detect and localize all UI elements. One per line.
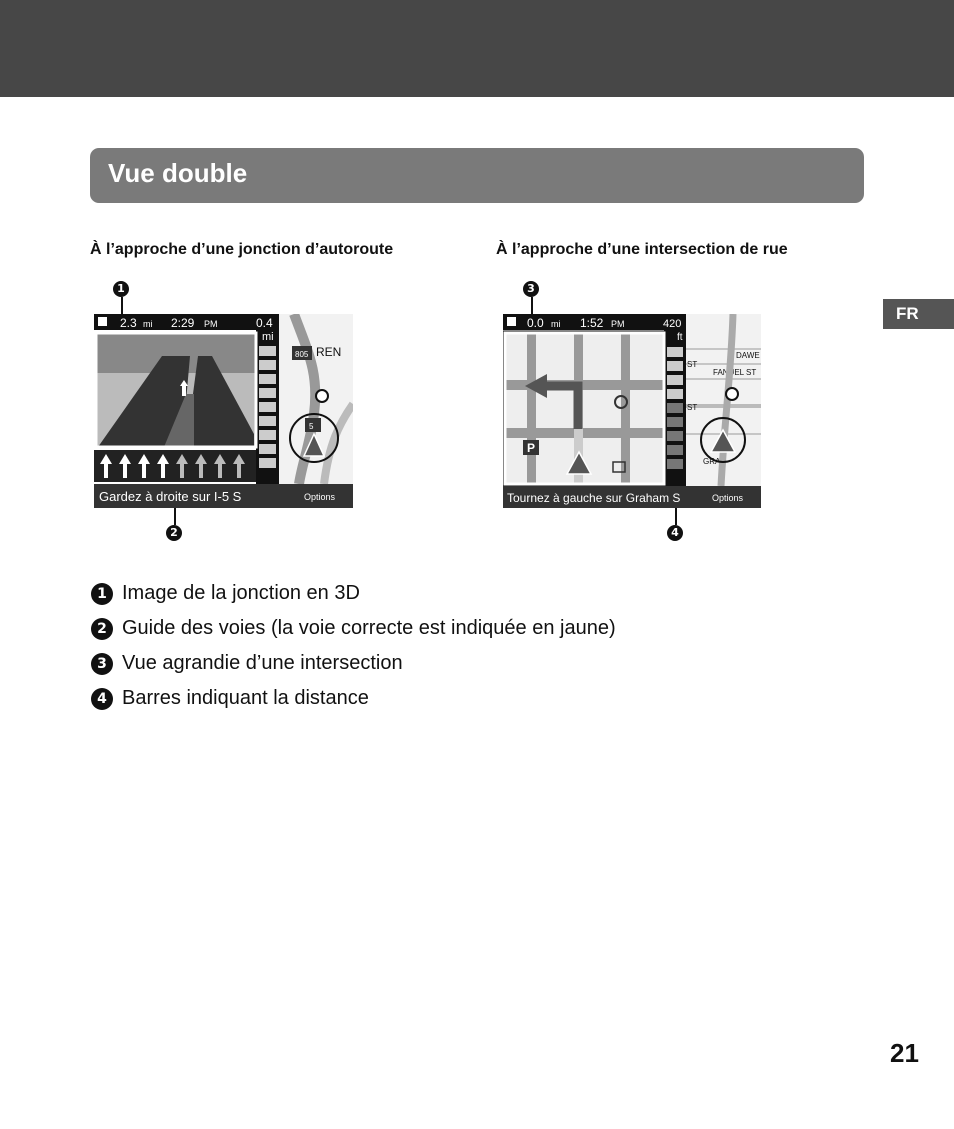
street-intersection-screen bbox=[503, 314, 761, 508]
language-tab: FR bbox=[883, 299, 954, 329]
options-label: Options bbox=[712, 493, 744, 503]
legend-number: 3 bbox=[91, 653, 113, 675]
legend-item bbox=[91, 681, 616, 716]
legend-text: Guide des voies (la voie correcte est indiquée en jaune) bbox=[122, 617, 616, 639]
shield-label: 805 bbox=[295, 350, 309, 359]
freeway-junction-screen bbox=[94, 314, 353, 508]
next-distance: 420 bbox=[663, 318, 682, 330]
callout-marker-1: 1 bbox=[113, 281, 129, 297]
intersection-zoom-view bbox=[503, 331, 666, 486]
legend-list bbox=[91, 576, 616, 716]
map-pane bbox=[279, 314, 353, 484]
instruction-text: Gardez à droite sur I-5 S bbox=[99, 489, 242, 504]
street-intersection-screenshot bbox=[503, 314, 761, 508]
map-street-label: REN bbox=[316, 345, 342, 359]
distance-bars bbox=[667, 347, 683, 469]
status-time: 1:52 bbox=[580, 316, 604, 330]
next-distance-unit: mi bbox=[262, 331, 274, 343]
flag-icon bbox=[98, 317, 107, 326]
map-street-label: GRAH bbox=[703, 457, 727, 466]
map-street-label: FANUEL ST bbox=[713, 368, 757, 377]
legend-text: Vue agrandie d’une intersection bbox=[122, 652, 403, 674]
status-time: 2:29 bbox=[171, 316, 195, 330]
next-distance: 0.4 bbox=[256, 316, 273, 330]
status-distance-unit: mi bbox=[551, 319, 561, 329]
legend-item bbox=[91, 576, 616, 611]
distance-bars bbox=[259, 346, 276, 468]
right-figure-caption: À l’approche d’une intersection de rue bbox=[496, 241, 788, 258]
next-distance-unit: ft bbox=[677, 332, 683, 343]
flag-icon bbox=[507, 317, 516, 326]
callout-marker-4: 4 bbox=[667, 525, 683, 541]
status-ampm: PM bbox=[611, 319, 625, 329]
parking-icon: P bbox=[527, 441, 536, 455]
legend-text: Image de la jonction en 3D bbox=[122, 582, 360, 604]
destination-pin-icon bbox=[316, 390, 328, 402]
callout-marker-3: 3 bbox=[523, 281, 539, 297]
legend-number: 1 bbox=[91, 583, 113, 605]
left-figure-caption: À l’approche d’une jonction d’autoroute bbox=[90, 241, 394, 258]
destination-pin-icon bbox=[726, 388, 738, 400]
instruction-text: Tournez à gauche sur Graham S bbox=[507, 491, 681, 505]
section-title: Vue double bbox=[108, 158, 248, 188]
map-street-label: ST bbox=[687, 360, 698, 369]
route-label: 5 bbox=[309, 422, 314, 431]
junction-3d-view bbox=[96, 333, 256, 447]
status-distance: 2.3 bbox=[120, 316, 137, 330]
status-distance: 0.0 bbox=[527, 316, 544, 330]
options-label: Options bbox=[304, 492, 336, 502]
section-header bbox=[90, 148, 864, 203]
map-street-label: DAWE bbox=[736, 351, 760, 360]
map-street-label: ST bbox=[687, 403, 698, 412]
status-ampm: PM bbox=[204, 319, 218, 329]
freeway-junction-screenshot bbox=[94, 314, 353, 508]
header-band bbox=[0, 0, 954, 97]
legend-text: Barres indiquant la distance bbox=[122, 687, 369, 709]
legend-item bbox=[91, 611, 616, 646]
callout-marker-2: 2 bbox=[166, 525, 182, 541]
page-number: 21 bbox=[890, 1038, 919, 1068]
status-distance-unit: mi bbox=[143, 319, 153, 329]
legend-number: 4 bbox=[91, 688, 113, 710]
legend-number: 2 bbox=[91, 618, 113, 640]
map-pane bbox=[686, 314, 761, 486]
lane-guide bbox=[94, 450, 256, 482]
legend-item bbox=[91, 646, 616, 681]
